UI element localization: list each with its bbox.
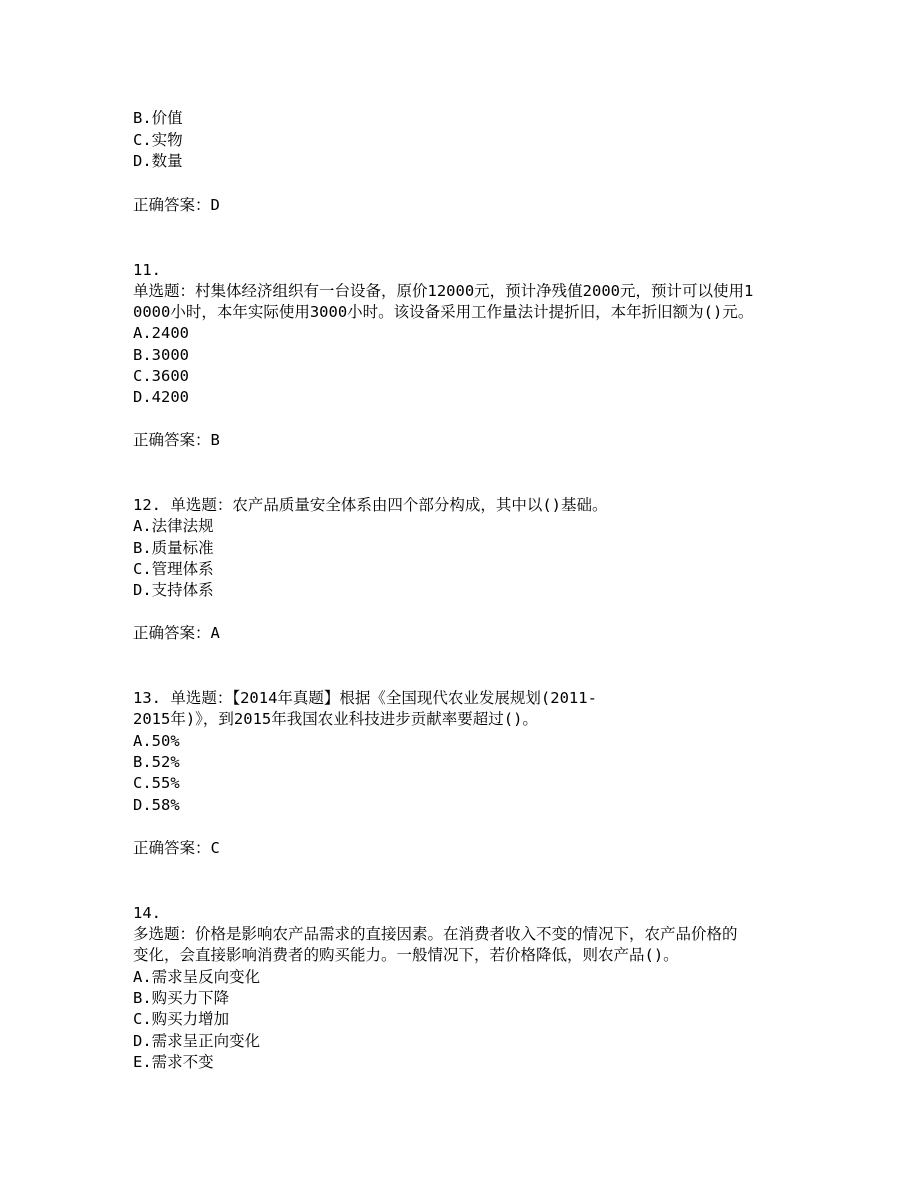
question-text: 多选题：价格是影响农产品需求的直接因素。在消费者收入不变的情况下，农产品价格的	[133, 925, 738, 943]
option-a: A.50%	[133, 732, 180, 750]
option-b: B.购买力下降	[133, 989, 230, 1007]
question-text: 变化，会直接影响消费者的购买能力。一般情况下，若价格降低，则农产品()。	[133, 946, 679, 964]
question-text: 单选题：村集体经济组织有一台设备，原价12000元，预计净残值2000元，预计可以使用1	[133, 282, 754, 300]
question-number: 11.	[133, 261, 161, 279]
question-number: 14.	[133, 904, 161, 922]
answer-line: 正确答案：A	[133, 624, 220, 642]
question-text: 2015年)》，到2015年我国农业科技进步贡献率要超过()。	[133, 710, 538, 728]
question-text: 13. 单选题：【2014年真题】根据《全国现代农业发展规划(2011-	[133, 689, 597, 707]
option-c: C.实物	[133, 131, 183, 149]
option-b: B.价值	[133, 109, 183, 127]
question-text: 0000小时，本年实际使用3000小时。该设备采用工作量法计提折旧，本年折旧额为()元。	[133, 303, 754, 321]
option-a: A.需求呈反向变化	[133, 968, 261, 986]
option-d: D.需求呈正向变化	[133, 1032, 261, 1050]
answer-line: 正确答案：B	[133, 431, 220, 449]
option-d: D.支持体系	[133, 581, 214, 599]
answer-line: 正确答案：C	[133, 839, 220, 857]
option-b: B.3000	[133, 346, 189, 364]
answer-line: 正确答案：D	[133, 196, 220, 214]
option-a: A.法律法规	[133, 517, 214, 535]
option-a: A.2400	[133, 324, 189, 342]
option-e: E.需求不变	[133, 1053, 214, 1071]
option-d: D.4200	[133, 388, 189, 406]
option-c: C.购买力增加	[133, 1010, 230, 1028]
option-c: C.3600	[133, 367, 189, 385]
question-text: 12. 单选题：农产品质量安全体系由四个部分构成，其中以()基础。	[133, 496, 608, 514]
option-d: D.58%	[133, 796, 180, 814]
option-d: D.数量	[133, 152, 183, 170]
option-b: B.质量标准	[133, 539, 214, 557]
option-b: B.52%	[133, 753, 180, 771]
option-c: C.55%	[133, 774, 180, 792]
option-c: C.管理体系	[133, 560, 214, 578]
